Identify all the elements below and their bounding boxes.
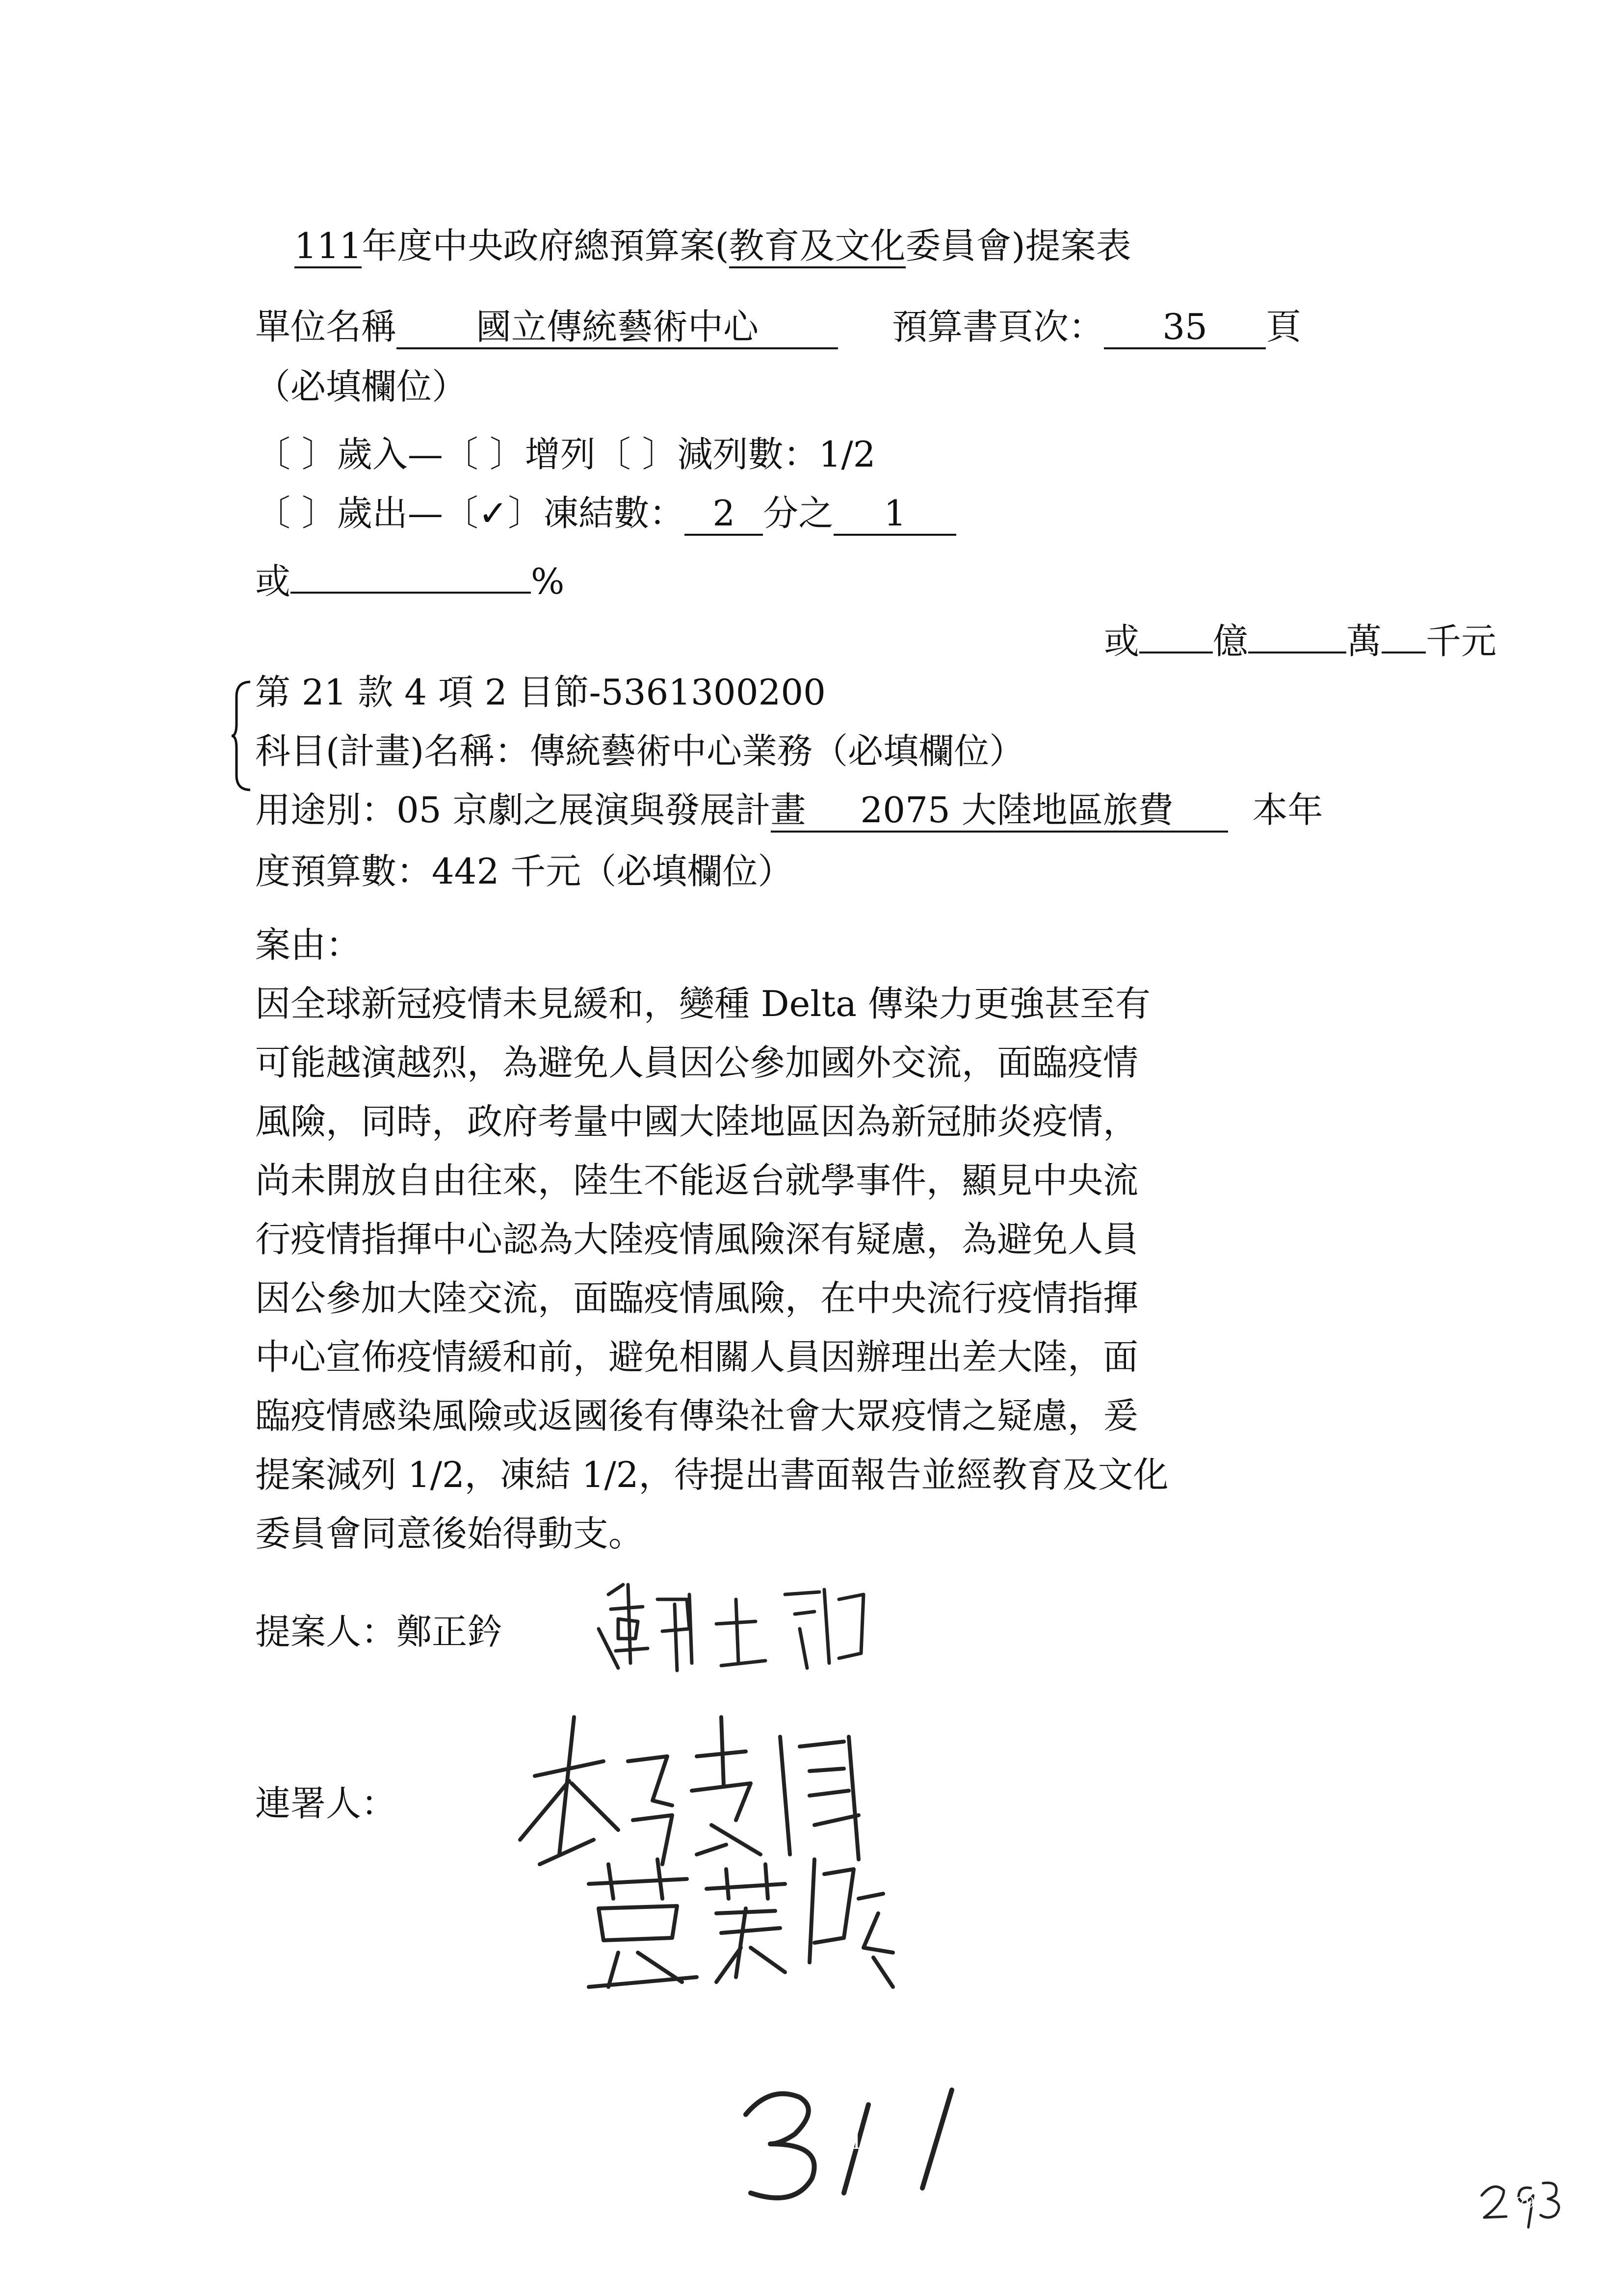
reason-line: 提案減列 1/2，凍結 1/2，待提出書面報告並經教育及文化 [255,1454,1169,1495]
reason-body [255,983,1169,1575]
or-amount-row [1104,613,1497,662]
proposer-name: 鄭正鈐 [396,1611,503,1652]
reason-line: 風險，同時，政府考量中國大陸地區因為新冠肺炎疫情， [255,1101,1139,1142]
page-label: 預算書頁次： [892,306,1104,347]
cosigner-label: 連署人： [255,1783,397,1824]
usage-row [255,789,1323,833]
yi-label: 億 [1213,621,1249,662]
reason-label: 案由： [255,924,362,965]
handwritten-number-text: 311 [834,2127,879,2155]
revenue-row [255,434,876,475]
or-percent-row [255,553,565,602]
page-number-field: 35 [1104,309,1266,349]
qian-label: 千元 [1426,621,1497,662]
reason-line: 因公參加大陸交流，面臨疫情風險，在中央流行疫情指揮 [255,1278,1139,1319]
proposer-row [255,1611,503,1652]
percent-suffix: % [531,561,565,602]
wan-blank [1248,613,1346,653]
percent-blank [290,553,531,594]
title-text-2: 委員會)提案表 [905,225,1131,266]
account-line-1: 第 21 款 4 項 2 目節-5361300200 [255,672,826,713]
account-line-2: 科目(計畫)名稱：傳統藝術中心業務（必填欄位） [255,731,1025,772]
unit-row [255,306,1302,349]
usage-line-2: 度預算數：442 千元（必填欄位） [255,851,793,892]
expense-middle: 〕凍結數： [508,493,685,534]
proposer-signature [589,1565,883,1688]
reason-line: 臨疫情感染風險或返國後有傳染社會大眾疫情之疑慮，爰 [255,1395,1139,1436]
page-suffix: 頁 [1266,306,1302,347]
yi-blank [1139,613,1213,653]
reason-line: 中心宣佈疫情緩和前，避免相關人員因辦理出差大陸，面 [255,1336,1139,1378]
or-amount-label: 或 [1104,621,1140,662]
qian-blank [1382,613,1426,653]
expense-prefix: 〔 〕歲出—〔 [255,493,478,534]
usage-suffix: 本年 [1252,789,1323,831]
reason-line: 行疫情指揮中心認為大陸疫情風險深有疑慮，為避免人員 [255,1219,1139,1260]
form-title [294,225,1131,268]
unit-required-note: （必填欄位） [255,366,468,407]
title-text-1: 年度中央政府總預算案( [362,225,729,266]
cosigner-signature-2 [579,1840,952,2002]
expense-row [255,493,956,536]
fraction-word: 分之 [763,493,834,534]
reason-line: 因全球新冠疫情未見緩和，變種 Delta 傳染力更強甚至有 [255,983,1151,1024]
freeze-check-icon: ✓ [478,493,508,534]
or-percent-label: 或 [255,561,291,602]
revenue-text: 〔 〕歲入—〔 〕增列〔 〕減列數：1/2 [255,434,876,475]
page-number [1477,2168,1575,2232]
page-number-text: 293 [1516,2194,1545,2212]
title-year: 111 [294,228,362,268]
freeze-numerator: 2 [684,496,763,536]
title-committee: 教育及文化 [729,228,906,268]
reason-line: 可能越演越烈，為避免人員因公參加國外交流，面臨疫情 [255,1042,1139,1083]
unit-name: 國立傳統藝術中心 [396,309,838,349]
freeze-denominator: 1 [834,496,956,536]
usage-prefix: 用途別：05 京劇之展演與發展計 [255,789,771,831]
proposer-label: 提案人： [255,1611,397,1652]
reason-line: 尚未開放自由往來，陸生不能返台就學事件，顯見中央流 [255,1160,1139,1201]
handwritten-number [726,2075,1021,2213]
usage-item: 2075 大陸地區旅費 [806,792,1228,833]
unit-label: 單位名稱 [255,306,397,347]
reason-line: 委員會同意後始得動支。 [255,1513,644,1554]
wan-label: 萬 [1346,621,1382,662]
usage-plan-last-char: 畫 [771,792,806,833]
